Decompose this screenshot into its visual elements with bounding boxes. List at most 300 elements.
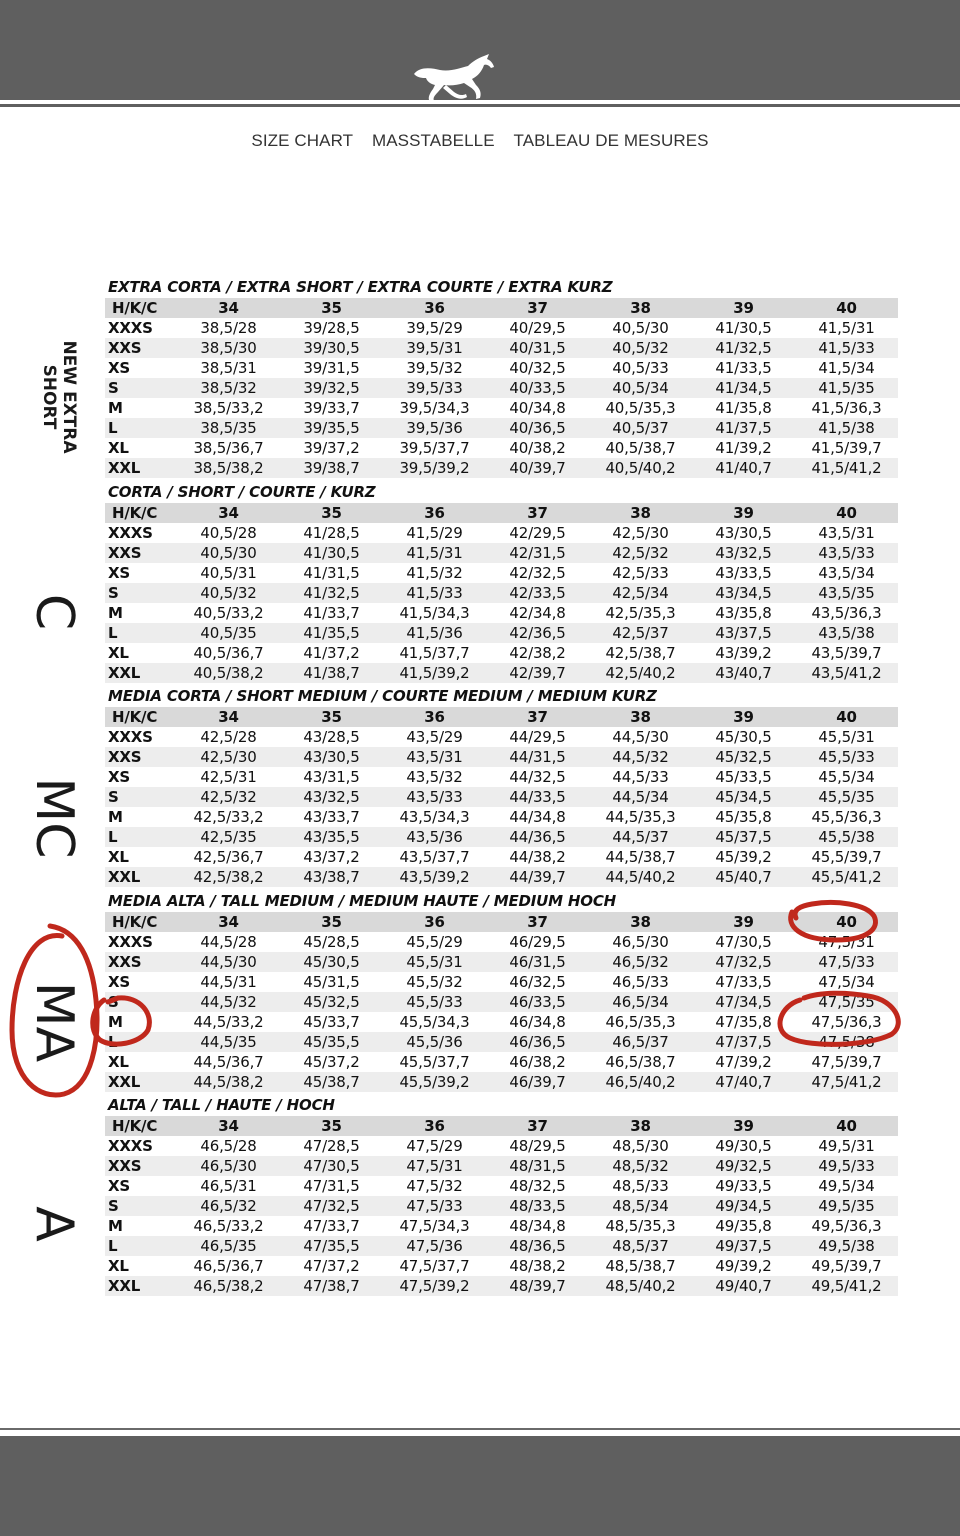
measure-cell: 49,5/41,2 (795, 1276, 898, 1296)
measure-cell: 40/36,5 (486, 418, 589, 438)
measure-cell: 45/37,5 (692, 827, 795, 847)
measure-cell: 40,5/31 (200, 564, 257, 582)
header-column: 34 (177, 298, 280, 318)
measure-cell: 49,5/34 (818, 1177, 875, 1195)
header-column: 38 (589, 707, 692, 727)
table-row (105, 318, 898, 338)
measure-cell: 40,5/37 (589, 418, 692, 438)
measure-cell: 41,5/41,2 (795, 458, 898, 478)
header-column: 35 (280, 503, 383, 523)
table-header-row (105, 707, 898, 727)
measure-cell: 45/34,5 (692, 787, 795, 807)
measure-cell: 47/37,5 (692, 1032, 795, 1052)
bottom-divider (0, 1428, 960, 1430)
size-label: M (108, 604, 123, 622)
measure-cell: 41,5/39,2 (383, 663, 486, 683)
table-row (105, 603, 898, 623)
section-title: MEDIA CORTA / SHORT MEDIUM / COURTE MEDIUM / MEDIUM KURZ (108, 687, 657, 705)
measure-cell: 43/37,5 (692, 623, 795, 643)
table-row (105, 338, 898, 358)
table-row (105, 727, 898, 747)
table-row (105, 378, 898, 398)
measure-cell: 46,5/28 (200, 1137, 257, 1155)
measure-cell: 45/32,5 (280, 992, 383, 1012)
header-column: 36 (383, 1116, 486, 1136)
measure-cell: 42,5/38,7 (605, 644, 676, 662)
measure-cell: 44,5/32 (589, 747, 692, 767)
table-row (105, 1012, 898, 1032)
measure-cell: 45,5/34 (818, 768, 875, 786)
measure-cell: 44,5/31 (200, 973, 257, 991)
measure-cell: 44/33,5 (486, 787, 589, 807)
measure-cell: 45/39,2 (715, 848, 772, 866)
side-label-short-medium: MC (24, 777, 84, 859)
measure-cell: 39,5/39,2 (383, 458, 486, 478)
measure-cell: 42,5/40,2 (589, 663, 692, 683)
measure-cell: 45/30,5 (280, 952, 383, 972)
header-column: 39 (692, 707, 795, 727)
table-row (105, 932, 898, 952)
measure-cell: 41,5/35 (795, 378, 898, 398)
table-row (105, 787, 898, 807)
header-column: 40 (795, 298, 898, 318)
header-column: 39 (692, 298, 795, 318)
measure-cell: 49/33,5 (715, 1177, 772, 1195)
measure-cell: 40,5/28 (200, 524, 257, 542)
table-row (105, 767, 898, 787)
measure-cell: 42/34,8 (509, 604, 566, 622)
measure-cell: 39,5/33 (383, 378, 486, 398)
measure-cell: 39,5/36 (383, 418, 486, 438)
measure-cell: 46,5/36,7 (193, 1257, 264, 1275)
header-column: 39 (692, 503, 795, 523)
measure-cell: 43/40,7 (692, 663, 795, 683)
measure-cell: 43,5/33 (795, 543, 898, 563)
size-label: S (105, 992, 177, 1012)
measure-cell: 41,5/33 (795, 338, 898, 358)
measure-cell: 41/32,5 (692, 338, 795, 358)
measure-cell: 40,5/30 (612, 319, 669, 337)
measure-cell: 47/33,5 (715, 973, 772, 991)
measure-cell: 45/35,8 (715, 808, 772, 826)
measure-cell: 40/38,2 (509, 439, 566, 457)
measure-cell: 47/35,8 (715, 1013, 772, 1031)
measure-cell: 47,5/38 (795, 1032, 898, 1052)
measure-cell: 46,5/34 (589, 992, 692, 1012)
measure-cell: 46/34,8 (509, 1013, 566, 1031)
size-section (105, 890, 898, 1092)
table-header-row (105, 1116, 898, 1136)
measure-cell: 41,5/36,3 (811, 399, 882, 417)
measure-cell: 44/39,7 (486, 867, 589, 887)
size-label: XXL (105, 1276, 177, 1296)
measure-cell: 44,5/30 (612, 728, 669, 746)
measure-cell: 44,5/36,7 (193, 1053, 264, 1071)
measure-cell: 41/37,5 (692, 418, 795, 438)
measure-cell: 47,5/33 (795, 952, 898, 972)
measure-cell: 45,5/34,3 (399, 1013, 470, 1031)
measure-cell: 45,5/31 (383, 952, 486, 972)
measure-cell: 41,5/39,7 (811, 439, 882, 457)
header-column: 34 (177, 707, 280, 727)
measure-cell: 42,5/35 (177, 827, 280, 847)
masstabelle-link[interactable]: MASSTABELLE (371, 131, 495, 150)
measure-cell: 48,5/40,2 (589, 1276, 692, 1296)
measure-cell: 39/28,5 (303, 319, 360, 337)
measure-cell: 42,5/33,2 (193, 808, 264, 826)
measure-cell: 38,5/31 (200, 359, 257, 377)
table-row (105, 663, 898, 683)
measure-cell: 44/36,5 (486, 827, 589, 847)
size-label: XL (108, 439, 129, 457)
measure-cell: 43,5/32 (406, 768, 463, 786)
measure-cell: 46,5/31 (200, 1177, 257, 1195)
measure-cell: 46,5/35 (177, 1236, 280, 1256)
measure-cell: 40,5/38,2 (177, 663, 280, 683)
measure-cell: 49/40,7 (692, 1276, 795, 1296)
measure-cell: 45/40,7 (692, 867, 795, 887)
measure-cell: 43/38,7 (280, 867, 383, 887)
size-table (105, 298, 898, 478)
measure-cell: 42,5/34 (589, 583, 692, 603)
measure-cell: 46,5/30 (177, 1156, 280, 1176)
table-row (105, 458, 898, 478)
measure-cell: 46/32,5 (509, 973, 566, 991)
size-label: L (105, 418, 177, 438)
measure-cell: 40/29,5 (509, 319, 566, 337)
header-column: 40 (795, 503, 898, 523)
measure-cell: 40,5/38,7 (605, 439, 676, 457)
measure-cell: 41/34,5 (692, 378, 795, 398)
measure-cell: 46,5/30 (612, 933, 669, 951)
measure-cell: 42,5/37 (589, 623, 692, 643)
measure-cell: 42,5/36,7 (193, 848, 264, 866)
section-title: CORTA / SHORT / COURTE / KURZ (108, 483, 376, 501)
header-column: 35 (280, 707, 383, 727)
table-header-row (105, 912, 898, 932)
size-label: S (105, 378, 177, 398)
size-label: XXL (105, 663, 177, 683)
measure-cell: 47/28,5 (303, 1137, 360, 1155)
size-label: S (105, 787, 177, 807)
measure-cell: 40,5/34 (589, 378, 692, 398)
measure-cell: 49,5/31 (818, 1137, 875, 1155)
measure-cell: 48,5/38,7 (605, 1257, 676, 1275)
table-row (105, 643, 898, 663)
measure-cell: 43,5/29 (406, 728, 463, 746)
measure-cell: 48,5/35,3 (605, 1217, 676, 1235)
measure-cell: 42,5/32 (589, 543, 692, 563)
header-column: 37 (486, 912, 589, 932)
header-size-label: H/K/C (105, 707, 177, 727)
measure-cell: 42,5/32 (177, 787, 280, 807)
size-label: L (105, 623, 177, 643)
measure-cell: 47/38,7 (280, 1276, 383, 1296)
measure-cell: 41/30,5 (280, 543, 383, 563)
measure-cell: 47,5/31 (383, 1156, 486, 1176)
section-title: MEDIA ALTA / TALL MEDIUM / MEDIUM HAUTE / MEDIUM HOCH (108, 892, 616, 910)
size-table (105, 707, 898, 887)
measure-cell: 41,5/33 (383, 583, 486, 603)
header-column: 34 (177, 1116, 280, 1136)
measure-cell: 48,5/37 (589, 1236, 692, 1256)
header-column: 36 (383, 707, 486, 727)
size-table (105, 912, 898, 1092)
table-row (105, 867, 898, 887)
header-size-label: H/K/C (105, 1116, 177, 1136)
measure-cell: 39,5/31 (383, 338, 486, 358)
header-column: 35 (280, 298, 383, 318)
measure-cell: 41/37,2 (303, 644, 360, 662)
size-table (105, 1116, 898, 1296)
measure-cell: 43/35,8 (715, 604, 772, 622)
measure-cell: 45,5/29 (406, 933, 463, 951)
measure-cell: 43/31,5 (303, 768, 360, 786)
table-row (105, 418, 898, 438)
measure-cell: 42/39,7 (486, 663, 589, 683)
measure-cell: 47,5/32 (406, 1177, 463, 1195)
measure-cell: 39,5/32 (406, 359, 463, 377)
table-row (105, 1052, 898, 1072)
table-row (105, 543, 898, 563)
tableau-de-mesures-link[interactable]: TABLEAU DE MESURES (513, 131, 709, 150)
size-label: L (105, 1032, 177, 1052)
measure-cell: 48,5/30 (612, 1137, 669, 1155)
measure-cell: 45,5/39,7 (811, 848, 882, 866)
measure-cell: 40/31,5 (486, 338, 589, 358)
side-label-tall-medium: MA (24, 981, 84, 1063)
measure-cell: 44,5/33,2 (193, 1013, 264, 1031)
measure-cell: 47/32,5 (692, 952, 795, 972)
table-row (105, 1136, 898, 1156)
size-label: M (108, 1217, 123, 1235)
measure-cell: 49,5/36,3 (811, 1217, 882, 1235)
measure-cell: 39/32,5 (280, 378, 383, 398)
header-column: 37 (486, 503, 589, 523)
measure-cell: 41,5/31 (383, 543, 486, 563)
header-column: 39 (692, 912, 795, 932)
size-table (105, 503, 898, 683)
measure-cell: 47/33,7 (303, 1217, 360, 1235)
section-title: ALTA / TALL / HAUTE / HOCH (108, 1096, 335, 1114)
measure-cell: 39/35,5 (280, 418, 383, 438)
measure-cell: 39,5/37,7 (399, 439, 470, 457)
header-column: 40 (795, 912, 898, 932)
measure-cell: 40/34,8 (509, 399, 566, 417)
table-row (105, 1216, 898, 1236)
measure-cell: 43,5/34,3 (399, 808, 470, 826)
table-row (105, 827, 898, 847)
measure-cell: 44,5/28 (200, 933, 257, 951)
measure-cell: 45/37,2 (303, 1053, 360, 1071)
size-label: XS (108, 359, 130, 377)
table-row (105, 623, 898, 643)
measure-cell: 43,5/38 (795, 623, 898, 643)
table-row (105, 1156, 898, 1176)
measure-cell: 41/39,2 (715, 439, 772, 457)
measure-cell: 45/31,5 (303, 973, 360, 991)
measure-cell: 42/38,2 (509, 644, 566, 662)
measure-cell: 44/29,5 (509, 728, 566, 746)
size-label: L (105, 827, 177, 847)
measure-cell: 46,5/35,3 (605, 1013, 676, 1031)
measure-cell: 47,5/29 (406, 1137, 463, 1155)
table-row (105, 563, 898, 583)
measure-cell: 44,5/35,3 (605, 808, 676, 826)
header-column: 40 (795, 707, 898, 727)
size-label: XXS (105, 1156, 177, 1176)
measure-cell: 41/32,5 (280, 583, 383, 603)
measure-cell: 40,5/35 (177, 623, 280, 643)
size-label: M (108, 399, 123, 417)
header-column: 36 (383, 503, 486, 523)
side-label-new-extra-short: NEW EXTRA SHORT (39, 340, 79, 454)
measure-cell: 43/32,5 (692, 543, 795, 563)
header-column: 38 (589, 298, 692, 318)
measure-cell: 44/32,5 (509, 768, 566, 786)
measure-cell: 46,5/37 (589, 1032, 692, 1052)
measure-cell: 43/34,5 (692, 583, 795, 603)
measure-cell: 39/31,5 (303, 359, 360, 377)
measure-cell: 46,5/32 (177, 1196, 280, 1216)
measure-cell: 49/39,2 (715, 1257, 772, 1275)
measure-cell: 42/32,5 (509, 564, 566, 582)
measure-cell: 46,5/33 (612, 973, 669, 991)
measure-cell: 43/35,5 (280, 827, 383, 847)
size-label: XL (108, 1257, 129, 1275)
measure-cell: 42,5/38,2 (177, 867, 280, 887)
measure-cell: 43/30,5 (280, 747, 383, 767)
measure-cell: 40,5/33 (612, 359, 669, 377)
measure-cell: 47/30,5 (715, 933, 772, 951)
measure-cell: 47/39,2 (715, 1053, 772, 1071)
measure-cell: 41/35,5 (280, 623, 383, 643)
measure-cell: 45/30,5 (715, 728, 772, 746)
measure-cell: 48/31,5 (486, 1156, 589, 1176)
size-label: XXS (105, 338, 177, 358)
table-row (105, 1176, 898, 1196)
measure-cell: 46,5/38,7 (605, 1053, 676, 1071)
table-row (105, 992, 898, 1012)
measure-cell: 38,5/38,2 (177, 458, 280, 478)
measure-cell: 43/30,5 (715, 524, 772, 542)
measure-cell: 40,5/33,2 (193, 604, 264, 622)
measure-cell: 42/33,5 (486, 583, 589, 603)
measure-cell: 41,5/38 (795, 418, 898, 438)
measure-cell: 42,5/33 (612, 564, 669, 582)
measure-cell: 40,5/36,7 (193, 644, 264, 662)
measure-cell: 43,5/39,7 (811, 644, 882, 662)
measure-cell: 39/37,2 (303, 439, 360, 457)
measure-cell: 48,5/32 (589, 1156, 692, 1176)
measure-cell: 44,5/38,2 (177, 1072, 280, 1092)
measure-cell: 41,5/32 (406, 564, 463, 582)
measure-cell: 46,5/40,2 (589, 1072, 692, 1092)
measure-cell: 47/31,5 (303, 1177, 360, 1195)
size-label: XXXS (108, 728, 153, 746)
table-header-row (105, 503, 898, 523)
header-column: 36 (383, 298, 486, 318)
measure-cell: 44/31,5 (486, 747, 589, 767)
measure-cell: 41,5/37,7 (399, 644, 470, 662)
measure-cell: 41,5/36 (383, 623, 486, 643)
size-chart-link[interactable]: SIZE CHART (251, 131, 354, 150)
measure-cell: 39/30,5 (280, 338, 383, 358)
measure-cell: 45,5/37,7 (399, 1053, 470, 1071)
header-column: 35 (280, 1116, 383, 1136)
measure-cell: 43,5/35 (795, 583, 898, 603)
measure-cell: 40,5/40,2 (589, 458, 692, 478)
measure-cell: 45,5/38 (795, 827, 898, 847)
table-row (105, 358, 898, 378)
measure-cell: 39,5/29 (406, 319, 463, 337)
measure-cell: 41/38,7 (280, 663, 383, 683)
measure-cell: 48,5/33 (612, 1177, 669, 1195)
measure-cell: 44/38,2 (509, 848, 566, 866)
measure-cell: 40/39,7 (486, 458, 589, 478)
size-section (105, 685, 898, 887)
measure-cell: 49,5/33 (795, 1156, 898, 1176)
measure-cell: 38,5/33,2 (193, 399, 264, 417)
measure-cell: 47,5/34 (818, 973, 875, 991)
header-column: 38 (589, 503, 692, 523)
measure-cell: 41,5/34,3 (399, 604, 470, 622)
measure-cell: 39/38,7 (280, 458, 383, 478)
measure-cell: 44,5/30 (177, 952, 280, 972)
header-column: 37 (486, 1116, 589, 1136)
size-label: XXXS (108, 1137, 153, 1155)
measure-cell: 47,5/31 (818, 933, 875, 951)
size-label: XXS (105, 747, 177, 767)
measure-cell: 47/35,5 (280, 1236, 383, 1256)
size-label: L (105, 1236, 177, 1256)
measure-cell: 43,5/31 (383, 747, 486, 767)
measure-cell: 43/28,5 (303, 728, 360, 746)
table-row (105, 1276, 898, 1296)
size-label: XXL (105, 1072, 177, 1092)
table-row (105, 747, 898, 767)
measure-cell: 44,5/38,7 (605, 848, 676, 866)
measure-cell: 48/38,2 (509, 1257, 566, 1275)
measure-cell: 47/37,2 (303, 1257, 360, 1275)
measure-cell: 42,5/31 (200, 768, 257, 786)
measure-cell: 41/33,7 (303, 604, 360, 622)
measure-cell: 42,5/30 (177, 747, 280, 767)
header-column: 38 (589, 912, 692, 932)
measure-cell: 45,5/31 (818, 728, 875, 746)
measure-cell: 43,5/31 (818, 524, 875, 542)
measure-cell: 38,5/28 (200, 319, 257, 337)
galloping-horse-icon (410, 52, 500, 104)
table-row (105, 398, 898, 418)
measure-cell: 41/33,5 (715, 359, 772, 377)
measure-cell: 38,5/35 (177, 418, 280, 438)
measure-cell: 47,5/41,2 (795, 1072, 898, 1092)
measure-cell: 47/32,5 (280, 1196, 383, 1216)
size-label: M (108, 808, 123, 826)
table-row (105, 847, 898, 867)
measure-cell: 40,5/32 (177, 583, 280, 603)
measure-cell: 43/33,5 (715, 564, 772, 582)
measure-cell: 38,5/36,7 (193, 439, 264, 457)
measure-cell: 43,5/36 (383, 827, 486, 847)
measure-cell: 45/38,7 (280, 1072, 383, 1092)
size-label: XS (108, 768, 130, 786)
measure-cell: 47/40,7 (692, 1072, 795, 1092)
measure-cell: 43,5/34 (818, 564, 875, 582)
measure-cell: 41/28,5 (303, 524, 360, 542)
side-label-short: C (24, 593, 84, 631)
